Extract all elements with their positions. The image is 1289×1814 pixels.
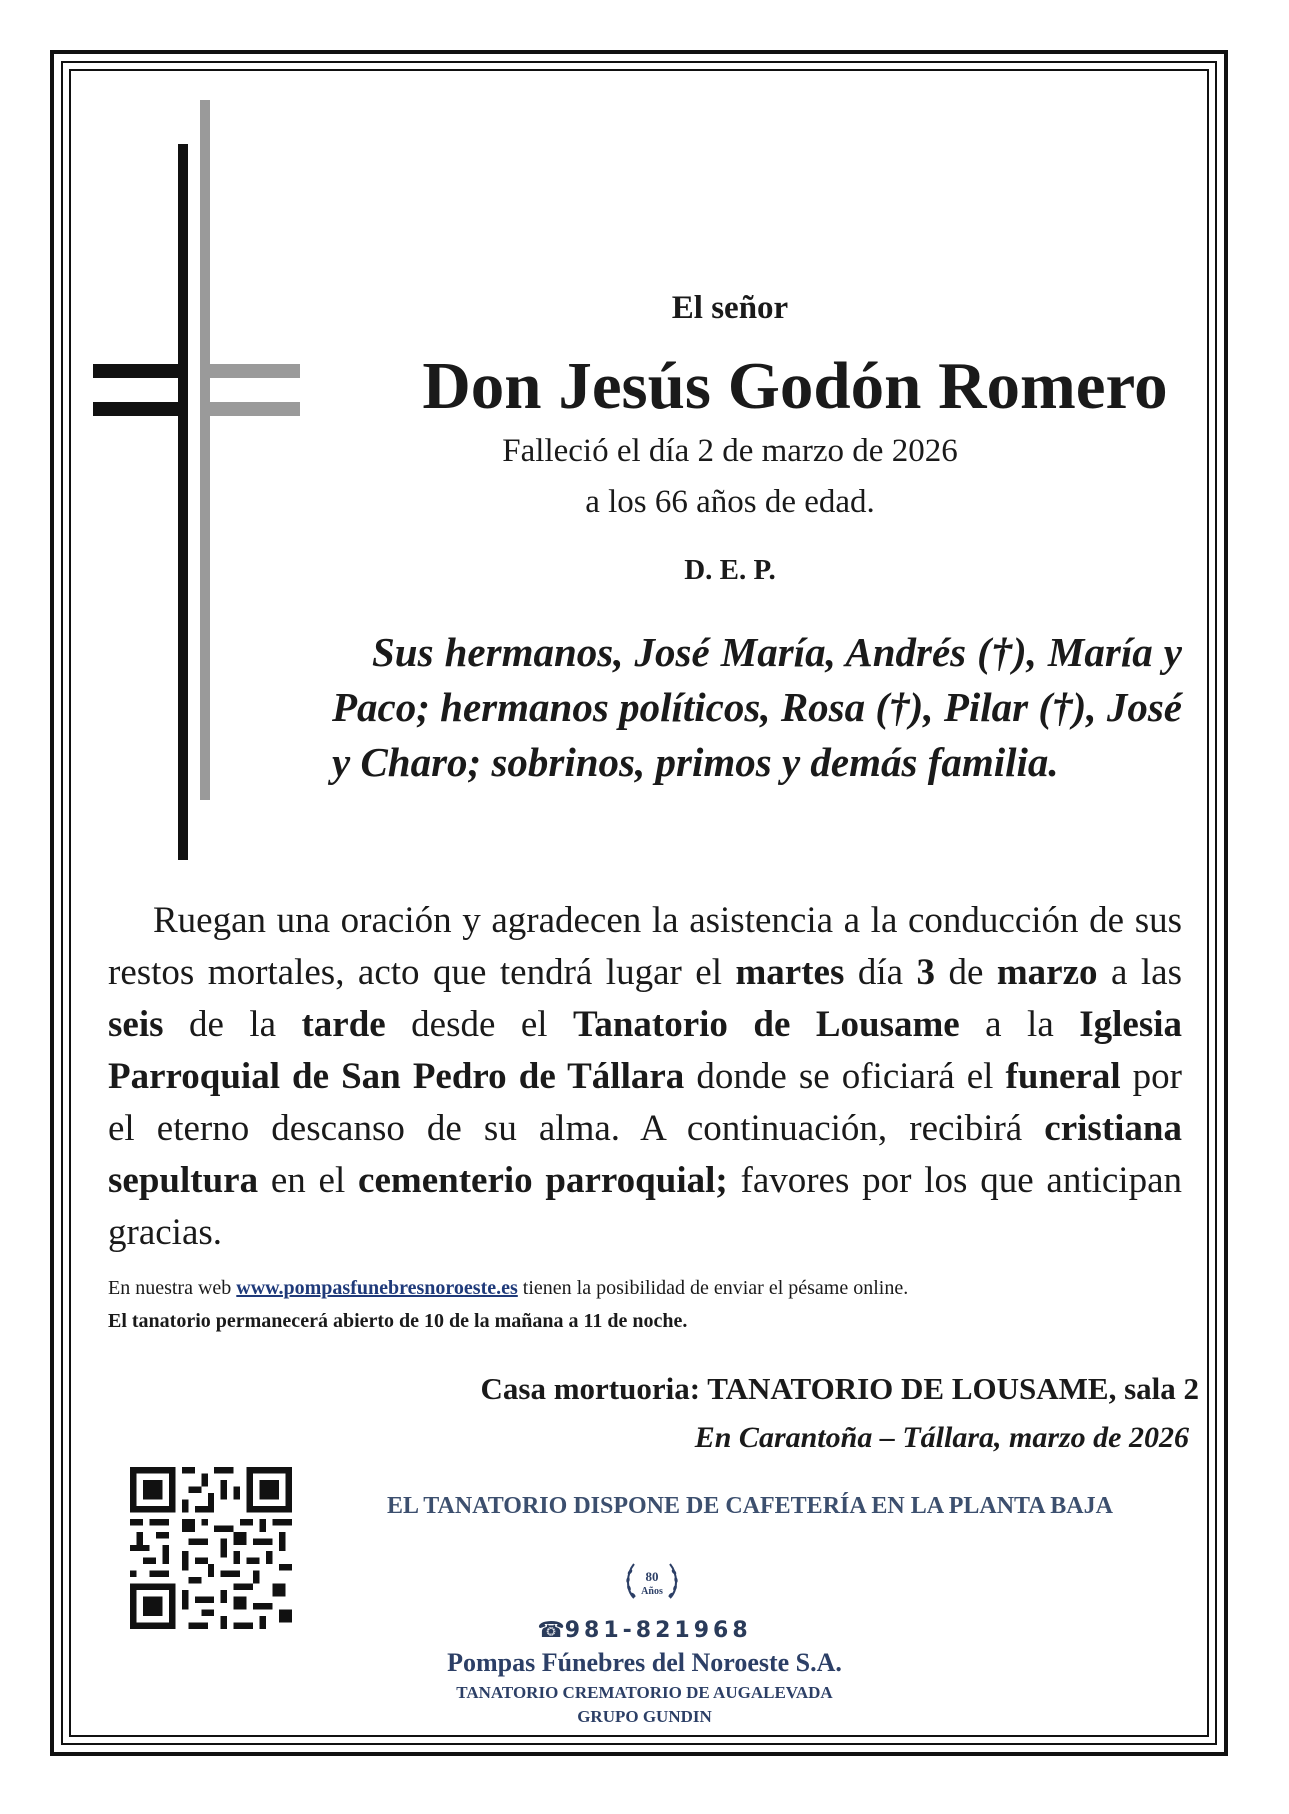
anniversary-badge — [620, 1550, 684, 1614]
badge-word: Años — [641, 1586, 663, 1597]
qr-code-icon[interactable] — [130, 1467, 292, 1629]
ceremony-text: desde el — [385, 1004, 574, 1045]
ceremony-text: día — [844, 952, 917, 993]
ceremony-text: en el — [258, 1160, 359, 1201]
web-note — [108, 1277, 908, 1300]
ceremony-text: de — [935, 952, 997, 993]
ceremony-text: Ruegan una oración y agradecen la asistencia a la conducción de sus restos mortales, acto que tendrá lugar el — [108, 900, 1182, 993]
ceremony-church: Iglesia Parroquial de San Pedro de Tállara — [108, 1004, 1182, 1097]
ceremony-date-number: 3 — [916, 952, 935, 993]
crematorium-name: TANATORIO CREMATORIO DE AUGALEVADA — [456, 1683, 833, 1702]
notice-intro: El señor — [671, 290, 789, 326]
phone-line — [0, 1618, 1289, 1643]
ceremony-day: martes — [735, 952, 845, 993]
ceremony-text: de la — [163, 1004, 302, 1045]
ceremony-origin: Tanatorio de Lousame — [573, 1004, 960, 1045]
place-date: En Carantoña – Tállara, marzo de 2026 — [694, 1421, 1189, 1454]
website-link[interactable]: www.pompasfunebresnoroeste.es — [236, 1277, 518, 1299]
ceremony-period: tarde — [301, 1004, 386, 1045]
rip-text: D. E. P. — [684, 554, 776, 586]
family-text: Sus hermanos, José María, Andrés (†), María y Paco; hermanos políticos, Rosa (†), Pilar (†), José y Charo; sobrinos, primos y demás familia. — [332, 629, 1182, 785]
badge-number: 80 — [645, 1569, 659, 1584]
web-note-suffix: tienen la posibilidad de enviar el pésame online. — [517, 1277, 909, 1299]
cafeteria-notice: EL TANATORIO DISPONE DE CAFETERÍA EN LA PLANTA BAJA — [387, 1493, 1113, 1519]
phone-number[interactable]: 981-821968 — [564, 1618, 752, 1643]
group-name: GRUPO GUNDIN — [577, 1707, 712, 1726]
funeral-home: Casa mortuoria: TANATORIO DE LOUSAME, sala 2 — [480, 1371, 1199, 1406]
ceremony-text: a las — [1097, 952, 1182, 993]
opening-hours: El tanatorio permanecerá abierto de 10 de la mañana a 11 de noche. — [108, 1310, 688, 1332]
ceremony-text: a la — [959, 1004, 1080, 1045]
ceremony-cemetery: cementerio parroquial; — [358, 1160, 728, 1201]
ceremony-burial: cristiana sepultura — [108, 1108, 1182, 1201]
ceremony-text: donde se oficiará el — [684, 1056, 1006, 1097]
ceremony-funeral: funeral — [1005, 1056, 1121, 1097]
ceremony-text: por el eterno descanso de su alma. A continuación, recibirá — [108, 1056, 1183, 1149]
ceremony-month: marzo — [996, 952, 1098, 993]
phone-icon: ☎ — [537, 1618, 565, 1643]
family-list — [332, 625, 1182, 790]
age-at-death: a los 66 años de edad. — [585, 484, 875, 520]
ceremony-hour: seis — [108, 1004, 164, 1045]
ceremony-text: favores por los que anticipan gracias. — [108, 1160, 1183, 1253]
deceased-name: Don Jesús Godón Romero — [422, 349, 1168, 423]
company-name: Pompas Fúnebres del Noroeste S.A. — [447, 1648, 842, 1677]
ceremony-paragraph — [108, 895, 1182, 1259]
death-date: Falleció el día 2 de marzo de 2026 — [502, 433, 958, 469]
web-note-prefix: En nuestra web — [108, 1277, 237, 1299]
